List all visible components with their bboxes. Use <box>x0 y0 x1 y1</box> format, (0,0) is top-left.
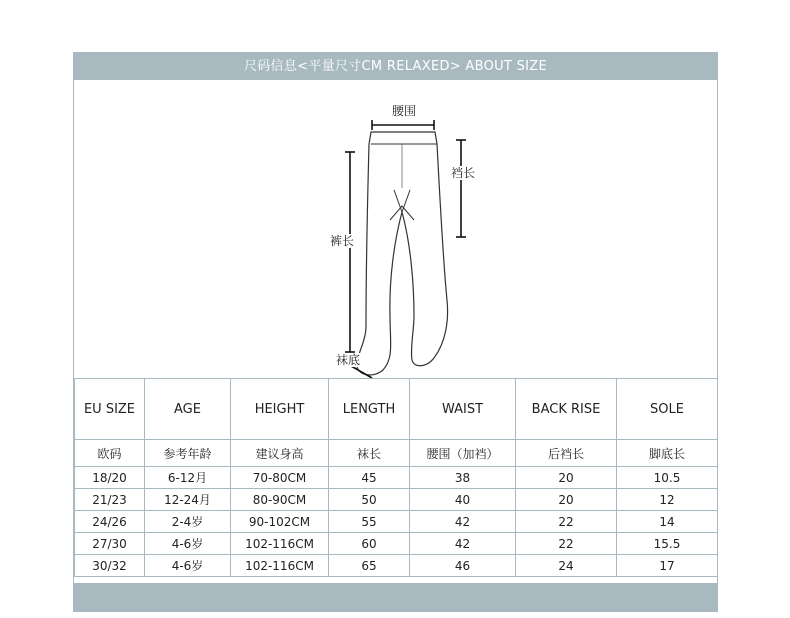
table-cell: 6-12月 <box>145 467 231 489</box>
column-header-cn: 腰围（加裆） <box>410 440 516 467</box>
tights-diagram <box>74 80 717 378</box>
size-info-card <box>73 52 718 612</box>
size-info-title: 尺码信息<平量尺寸CM RELAXED> ABOUT SIZE <box>74 53 717 80</box>
column-header-cn: 建议身高 <box>231 440 329 467</box>
table-cell: 42 <box>410 533 516 555</box>
table-cell: 38 <box>410 467 516 489</box>
column-header: BACK RISE <box>516 379 617 440</box>
sole-label: 袜底 <box>336 353 361 367</box>
table-cell: 20 <box>516 489 617 511</box>
table-cell: 102-116CM <box>231 555 329 577</box>
table-cell: 4-6岁 <box>145 533 231 555</box>
table-cell: 2-4岁 <box>145 511 231 533</box>
table-cell: 60 <box>329 533 410 555</box>
size-table <box>74 378 718 577</box>
table-cell: 21/23 <box>75 489 145 511</box>
table-cell: 14 <box>617 511 718 533</box>
column-header-cn: 参考年龄 <box>145 440 231 467</box>
footer-bar <box>74 583 717 611</box>
table-cell: 22 <box>516 511 617 533</box>
table-cell: 42 <box>410 511 516 533</box>
table-cell: 12-24月 <box>145 489 231 511</box>
table-row <box>75 511 718 533</box>
table-header-row-cn <box>75 440 718 467</box>
column-header: AGE <box>145 379 231 440</box>
table-cell: 12 <box>617 489 718 511</box>
rise-label: 裆长 <box>451 166 476 180</box>
table-cell: 24 <box>516 555 617 577</box>
table-cell: 102-116CM <box>231 533 329 555</box>
waist-label: 腰围 <box>392 104 417 118</box>
column-header-cn: 脚底长 <box>617 440 718 467</box>
table-cell: 46 <box>410 555 516 577</box>
column-header: HEIGHT <box>231 379 329 440</box>
length-label: 裤长 <box>330 234 355 248</box>
table-row <box>75 555 718 577</box>
table-cell: 20 <box>516 467 617 489</box>
column-header: SOLE <box>617 379 718 440</box>
table-cell: 55 <box>329 511 410 533</box>
table-cell: 30/32 <box>75 555 145 577</box>
table-cell: 22 <box>516 533 617 555</box>
table-cell: 90-102CM <box>231 511 329 533</box>
table-cell: 4-6岁 <box>145 555 231 577</box>
table-cell: 45 <box>329 467 410 489</box>
table-cell: 17 <box>617 555 718 577</box>
column-header-cn: 后裆长 <box>516 440 617 467</box>
table-cell: 50 <box>329 489 410 511</box>
table-cell: 27/30 <box>75 533 145 555</box>
column-header: EU SIZE <box>75 379 145 440</box>
table-cell: 10.5 <box>617 467 718 489</box>
table-row <box>75 467 718 489</box>
table-cell: 18/20 <box>75 467 145 489</box>
table-cell: 24/26 <box>75 511 145 533</box>
column-header-cn: 袜长 <box>329 440 410 467</box>
tights-illustration <box>74 80 717 378</box>
table-row <box>75 533 718 555</box>
table-header-row <box>75 379 718 440</box>
table-cell: 70-80CM <box>231 467 329 489</box>
table-cell: 15.5 <box>617 533 718 555</box>
column-header: LENGTH <box>329 379 410 440</box>
table-cell: 65 <box>329 555 410 577</box>
table-cell: 80-90CM <box>231 489 329 511</box>
column-header: WAIST <box>410 379 516 440</box>
table-row <box>75 489 718 511</box>
column-header-cn: 欧码 <box>75 440 145 467</box>
table-cell: 40 <box>410 489 516 511</box>
